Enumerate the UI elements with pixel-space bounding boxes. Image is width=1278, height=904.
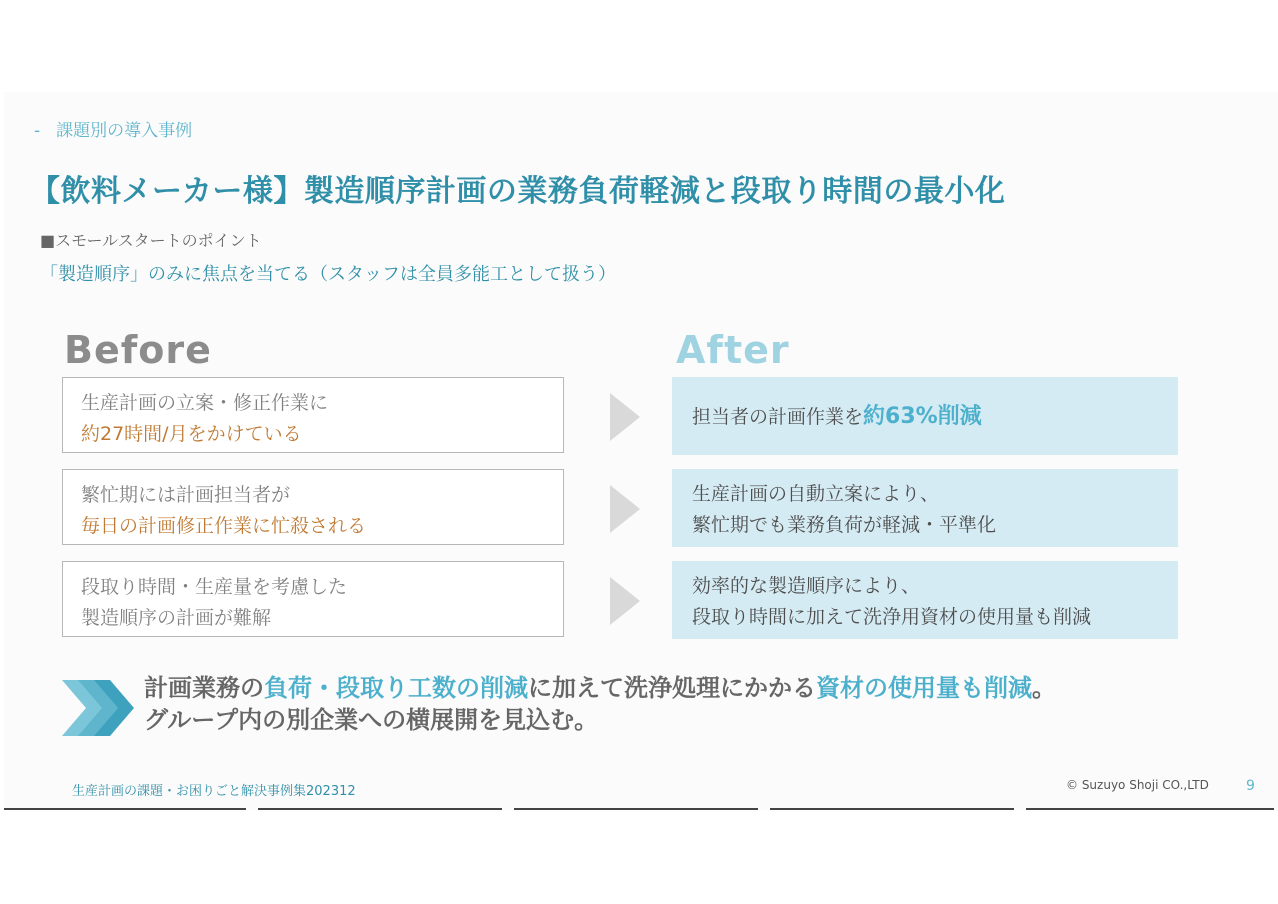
before-row-2 xyxy=(62,469,564,545)
section-label-text: 課題別の導入事例 xyxy=(56,121,193,141)
after-row-3 xyxy=(672,561,1178,639)
after-row-3-line1: 効率的な製造順序により、 xyxy=(692,575,921,597)
arrow-right-icon xyxy=(610,393,640,441)
before-row-2-line1: 繁忙期には計画担当者が xyxy=(81,484,291,506)
summary-highlight-1: 負荷・段取り工数の削減 xyxy=(264,674,528,702)
summary-part-1: 計画業務の xyxy=(144,674,264,702)
before-row-1 xyxy=(62,377,564,453)
bottom-divider xyxy=(514,808,758,810)
section-dash: - xyxy=(34,121,41,141)
after-row-1-text: 担当者の計画作業を xyxy=(692,406,864,428)
summary-part-2: に加えて洗浄処理にかかる xyxy=(528,674,816,702)
footer-copyright: © Suzuyo Shoji CO.,LTD xyxy=(1066,778,1209,792)
after-row-2-line1: 生産計画の自動立案により、 xyxy=(692,483,940,505)
before-row-3 xyxy=(62,561,564,637)
before-row-1-line2: 約27時間/月をかけている xyxy=(81,423,302,445)
slide xyxy=(4,92,1278,810)
point-label: ■スモールスタートのポイント xyxy=(40,231,262,250)
footer-document-title: 生産計画の課題・お困りごと解決事例集202312 xyxy=(72,784,356,799)
before-row-3-line2: 製造順序の計画が難解 xyxy=(81,607,272,629)
before-heading: Before xyxy=(64,328,212,372)
bottom-divider xyxy=(1026,808,1274,810)
after-row-2-line2: 繁忙期でも業務負荷が軽減・平準化 xyxy=(692,514,997,536)
summary-line-2: グループ内の別企業への横展開を見込む。 xyxy=(144,706,599,734)
after-row-1-highlight: 約63%削減 xyxy=(863,404,982,429)
bottom-divider xyxy=(258,808,502,810)
page-title: 【飲料メーカー様】製造順序計画の業務負荷軽減と段取り時間の最小化 xyxy=(30,174,1006,209)
bottom-divider xyxy=(770,808,1014,810)
after-row-1 xyxy=(672,377,1178,455)
bottom-divider xyxy=(4,808,246,810)
point-text: 「製造順序」のみに焦点を当てる（スタッフは全員多能工として扱う） xyxy=(40,264,616,285)
arrow-right-icon xyxy=(610,577,640,625)
summary-text xyxy=(144,672,1056,736)
summary-highlight-2: 資材の使用量も削減 xyxy=(816,674,1032,702)
page-number: 9 xyxy=(1246,778,1255,794)
summary-line-1 xyxy=(144,672,1056,704)
section-label xyxy=(34,116,192,141)
arrow-right-icon xyxy=(610,485,640,533)
before-row-3-line1: 段取り時間・生産量を考慮した xyxy=(81,576,348,598)
before-row-2-line2: 毎日の計画修正作業に忙殺される xyxy=(81,515,367,537)
after-row-2 xyxy=(672,469,1178,547)
summary-part-3: 。 xyxy=(1032,674,1056,702)
triple-chevron-icon xyxy=(62,680,134,736)
before-row-1-line1: 生産計画の立案・修正作業に xyxy=(81,392,329,414)
after-heading: After xyxy=(676,328,790,372)
after-row-3-line2: 段取り時間に加えて洗浄用資材の使用量も削減 xyxy=(692,606,1092,628)
